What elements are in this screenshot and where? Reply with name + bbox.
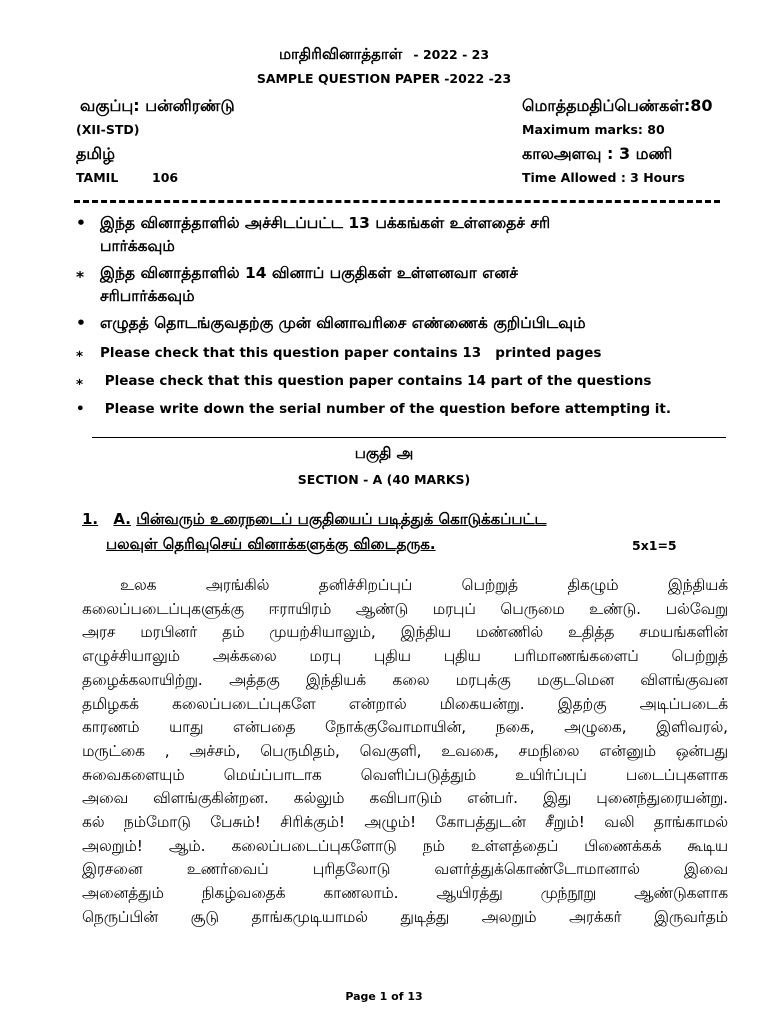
bullet-marker: • [76, 314, 86, 332]
question-number: 1. [82, 510, 99, 528]
question-marks: 5x1=5 [632, 538, 677, 553]
header-divider [74, 200, 720, 203]
passage-line: அவை விளங்குகின்றன. கல்லும் கவிபாடும் என்பர். இது புனைந்துரையன்று. [82, 789, 728, 808]
class-tamil: வகுப்பு: பன்னிரண்டு [80, 96, 235, 115]
instruction-text-continued: சரிபார்க்கவும் [100, 287, 195, 305]
passage-line: இரசனை உணர்வைப் புரிதலோடு வளர்த்துக்கொண்டோமானால் இவை [82, 860, 728, 879]
passage-line: நெருப்பின் சூடு தாங்கமுடியாமல் துடித்து அலறும் அரக்கர் இருவர்தம் [82, 907, 728, 926]
page-number-footer: Page 1 of 13 [345, 990, 423, 1003]
paper-title-english: SAMPLE QUESTION PAPER -2022 -23 [256, 71, 512, 86]
bullet-marker: • [76, 401, 85, 417]
passage-line: கல் நம்மோடு பேசும்! சிரிக்கும்! அழும்! கோபத்துடன் சீறும்! வலி தாங்காமல் [82, 813, 728, 832]
question-label: A. [113, 510, 131, 528]
instruction-text: Please check that this question paper contains 14 part of the questions [100, 373, 652, 389]
question-line1: பின்வரும் உரைநடைப் பகுதியைப் படித்துக் கொடுக்கப்பட்ட [136, 510, 547, 528]
total-marks-tamil: மொத்தமதிப்பெண்கள்:80 [522, 96, 713, 115]
passage-line: கலைப்படைப்புகளுக்கு ஈராயிரம் ஆண்டு மரபுப் பெருமை உண்டு. பல்வேறு [82, 599, 728, 618]
passage-line: அனைத்தும் நிகழ்வதைக் காணலாம். ஆயிரத்து முந்நூறு ஆண்டுகளாக [82, 884, 728, 903]
subject-english: TAMIL [76, 170, 119, 185]
instruction-text-continued: பார்க்கவும் [100, 237, 175, 255]
instruction-text: Please check that this question paper contains 13 printed pages [100, 345, 602, 361]
instruction-item [74, 395, 724, 423]
passage-line: சுவைகளையும் மெய்ப்பாடாக வெளிப்படுத்தும் உயிர்ப்புப் படைப்புகளாக [82, 765, 728, 784]
instructions-divider [92, 437, 726, 438]
bullet-marker: • [76, 214, 86, 232]
instructions-list [74, 212, 724, 423]
instruction-text: எழுதத் தொடங்குவதற்கு முன் வினாவரிசை எண்ணைக் குறிப்பிடவும் [100, 314, 586, 332]
instruction-item [74, 367, 724, 395]
instruction-item [74, 339, 724, 367]
section-title-tamil: பகுதி அ [354, 444, 414, 462]
passage-line: தமிழகக் கலைப்படைப்புகளே என்றால் மிகையன்று. இதற்கு அடிப்படைக் [82, 694, 728, 713]
instruction-text: Please write down the serial number of the question before attempting it. [100, 401, 672, 417]
section-title-english: SECTION - A (40 MARKS) [297, 472, 471, 487]
question-heading [82, 510, 546, 530]
paper-title-tamil: மாதிரிவினாத்தாள் [278, 45, 403, 63]
question-line2: பலவுள் தெரிவுசெய் வினாக்களுக்கு விடைதருக. [106, 535, 436, 553]
passage-line: அரச மரபினர் தம் முயற்சியாலும், இந்திய மண்ணில் உதித்த சமயங்களின் [82, 623, 728, 642]
passage-line: எழுச்சியாலும் அக்கலை மரபு புதிய புதிய பரிமாணங்களைப் பெற்றுத் [82, 647, 728, 666]
passage [82, 574, 728, 930]
question-heading-line2 [106, 535, 436, 555]
subject-tamil: தமிழ் [76, 144, 116, 163]
instruction-item [74, 312, 724, 335]
passage-line: தழைக்கலாயிற்று. அத்தகு இந்தியக் கலை மரபுக்கு மகுடமென விளங்குவன [82, 670, 728, 689]
passage-line: அலறும்! ஆம். கலைப்படைப்புகளோடு நம் உள்ளத்தைப் பிணைக்கக் கூடிய [82, 836, 728, 855]
passage-line: உலக அரங்கில் தனிச்சிறப்புப் பெற்றுத் திகழும் இந்தியக் [120, 576, 728, 594]
time-tamil: காலஅளவு : 3 மணி [522, 144, 673, 163]
subject-code: 106 [152, 170, 179, 185]
instruction-text: இந்த வினாத்தாளில் 14 வினாப் பகுதிகள் உள்ளனவா எனச் [100, 264, 518, 282]
bullet-marker: ⁎ [76, 345, 84, 361]
instruction-text: இந்த வினாத்தாளில் அச்சிடப்பட்ட 13 பக்கங்கள் உள்ளதைச் சரி [100, 214, 551, 232]
instruction-item [74, 262, 724, 308]
bullet-marker: ⁎ [76, 264, 85, 282]
paper-title [0, 44, 768, 65]
time-english: Time Allowed : 3 Hours [522, 170, 685, 185]
instruction-item [74, 212, 724, 258]
class-english: (XII-STD) [76, 122, 140, 137]
paper-title-year: - 2022 - 23 [413, 47, 490, 62]
passage-line: காரணம் யாது என்பதை நோக்குவோமாயின், நகை, அழுகை, இளிவரல், [82, 718, 728, 737]
passage-line: மருட்கை , அச்சம், பெருமிதம், வெகுளி, உவகை, சமநிலை என்னும் ஒன்பது [82, 741, 728, 760]
bullet-marker: ⁎ [76, 373, 84, 389]
max-marks-english: Maximum marks: 80 [522, 122, 665, 137]
